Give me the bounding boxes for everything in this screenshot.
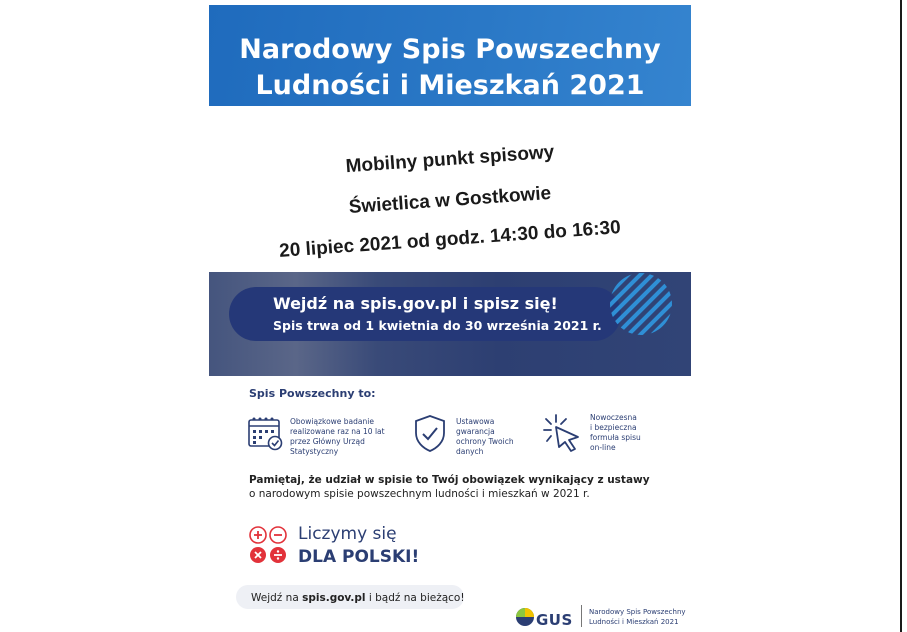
footer-link[interactable]: spis.gov.pl: [302, 592, 366, 604]
footer-suffix: i bądź na bieżąco!: [365, 592, 465, 604]
poster-header: [209, 5, 691, 106]
header-title-line2: Ludności i Mieszkań 2021: [255, 70, 645, 101]
logo-line2: Ludności i Mieszkań 2021: [589, 618, 679, 626]
features-title: Spis Powszechny to:: [249, 387, 376, 400]
handwritten-line1: Mobilny punkt spisowy: [344, 141, 555, 178]
reminder-text: [249, 473, 650, 501]
reminder-bold: Pamiętaj, że udział w spisie to Twój obowiązek wynikający z ustawy: [249, 474, 650, 486]
stripe-circle-icon: [609, 272, 673, 336]
calendar-check-icon: [247, 415, 285, 451]
math-operators-icon: [249, 525, 291, 565]
banner-pill: [229, 287, 621, 341]
feature-2-line-3: ochrony Twoich: [456, 437, 514, 446]
banner: [209, 272, 691, 376]
handwritten-line2: Świetlica w Gostkowie: [348, 182, 552, 219]
feature-3-line-2: i bezpieczna: [590, 423, 637, 432]
banner-line2: Spis trwa od 1 kwietnia do 30 września 2021 r.: [273, 318, 602, 333]
feature-2-line-4: danych: [456, 447, 484, 456]
reminder-normal: o narodowym spisie powszechnym ludności i mieszkań w 2021 r.: [249, 488, 590, 500]
shield-check-icon: [412, 413, 448, 453]
footer-prefix: Wejdź na: [251, 592, 303, 604]
gus-name: GUS: [536, 611, 573, 629]
slogan-line1: Liczymy się: [298, 524, 397, 544]
header-title-line1: Narodowy Spis Powszechny: [239, 34, 661, 65]
feature-text-2: [456, 417, 514, 457]
page-edge-line: [900, 0, 902, 632]
feature-1-line-2: realizowane raz na 10 lat: [290, 427, 385, 436]
feature-3-line-4: on-line: [590, 443, 616, 452]
feature-1-line-4: Statystyczny: [290, 447, 339, 456]
slogan-line2: DLA POLSKI!: [298, 547, 420, 567]
feature-3-line-3: formuła spisu: [590, 433, 641, 442]
feature-text-1: [290, 417, 385, 457]
handwritten-line3: 20 lipiec 2021 od godz. 14:30 do 16:30: [278, 217, 622, 262]
cursor-click-icon: [542, 413, 584, 453]
feature-1-line-1: Obowiązkowe badanie: [290, 417, 374, 426]
feature-2-line-2: gwarancja: [456, 427, 495, 436]
feature-2-line-1: Ustawowa: [456, 417, 495, 426]
logo-line1: Narodowy Spis Powszechny: [589, 608, 686, 616]
feature-text-3: [590, 413, 641, 453]
footer-text: [251, 592, 465, 604]
census-poster: [209, 5, 691, 632]
feature-3-line-1: Nowoczesna: [590, 413, 637, 422]
logo-divider: [581, 605, 582, 627]
feature-1-line-3: przez Główny Urząd: [290, 437, 365, 446]
gus-logo-icon: [515, 606, 535, 628]
banner-line1: Wejdź na spis.gov.pl i spisz się!: [273, 294, 558, 313]
